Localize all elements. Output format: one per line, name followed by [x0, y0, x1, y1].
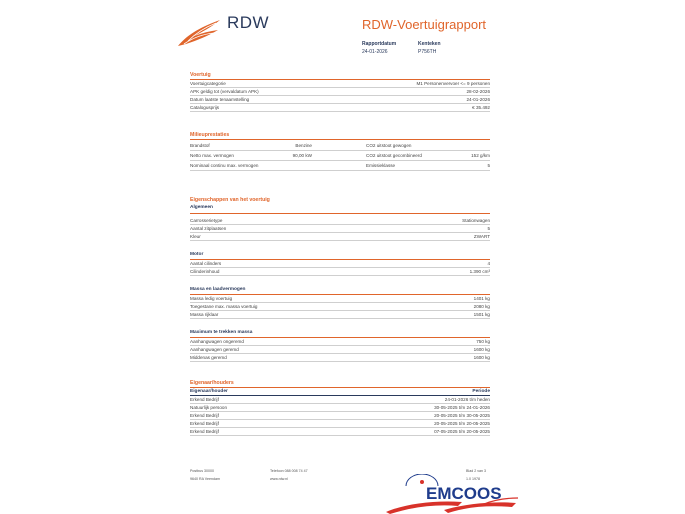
table-row: Aanhangwagen geremd 1600 kg	[190, 346, 490, 354]
report-date	[362, 40, 396, 56]
footer-city: 9640 RA Veendam	[190, 477, 220, 481]
table-row: APK geldig tot (vervaldatum APK) 28-02-2026	[190, 88, 490, 96]
table-row: Erkend Bedrijf 20-05-2025 t/m 20-05-2025	[190, 420, 490, 428]
table-row: Nominaal continu max. vermogen Emissieklasse 5	[190, 161, 490, 171]
footer-phone: Telefoon 088 008 74 47	[270, 469, 308, 473]
owners-table	[190, 388, 490, 436]
rdw-logo-icon	[176, 18, 222, 48]
table-row: Datum laatste tenaamstelling 24-01-2026	[190, 96, 490, 104]
footer-address	[190, 467, 220, 483]
towing-rows	[190, 338, 490, 362]
environment-rows	[190, 141, 490, 171]
table-row: Netto max. vermogen 90,00 kW CO2 uitstoot gecombineerd 152 g/km	[190, 151, 490, 161]
emcoos-logo-text: EMCOOS	[426, 484, 502, 503]
owner-column-header: Eigenaar/houder	[190, 389, 228, 394]
emcoos-logo	[384, 474, 524, 514]
footer-contact	[270, 467, 308, 483]
table-row: Kleur ZWART	[190, 233, 490, 241]
table-row: Catalogusprijs € 35.492	[190, 104, 490, 112]
table-row: Erkend Bedrijf 07-05-2025 t/m 20-05-2025	[190, 428, 490, 436]
license-plate-label: Kenteken	[418, 41, 441, 47]
table-row: Middenas geremd 1600 kg	[190, 354, 490, 362]
table-row: Aantal cilinders 4	[190, 260, 490, 268]
table-row: Brandstof Benzine CO2 uitstoot gewogen	[190, 141, 490, 151]
table-row: Erkend Bedrijf 24-01-2026 t/m heden	[190, 396, 490, 404]
logo-text: RDW	[227, 13, 270, 32]
table-row: Toegestane max. massa voertuig 2080 kg	[190, 303, 490, 311]
footer-page-number: Blad 2 van 3	[466, 469, 486, 473]
table-row: Aanhangwagen ongeremd 750 kg	[190, 338, 490, 346]
period-column-header: Periode	[472, 389, 490, 394]
mass-rows	[190, 295, 490, 319]
table-row: Massa rijklaar 1501 kg	[190, 311, 490, 319]
environment-section-rule	[190, 139, 490, 140]
properties-section-title: Eigenschappen van het voertuig	[190, 197, 270, 203]
table-row: Cilinderinhoud 1.390 cm³	[190, 268, 490, 276]
license-plate	[418, 40, 441, 56]
license-plate-value: P756TH	[418, 49, 437, 55]
engine-rows	[190, 260, 490, 276]
table-row: Erkend Bedrijf 20-05-2025 t/m 30-05-2025	[190, 412, 490, 420]
owners-table-header	[190, 388, 490, 396]
table-row: Massa ledig voertuig 1401 kg	[190, 295, 490, 303]
engine-subtitle: Motor	[190, 252, 204, 257]
vehicle-rows	[190, 80, 490, 112]
table-row: Voertuigcategorie M1 Personenvervoer <= 9 personen	[190, 80, 490, 88]
footer-web: www.rdw.nl	[270, 477, 288, 481]
table-row: Aantal zitplaatsen 5	[190, 225, 490, 233]
table-row: Natuurlijk persoon 30-05-2025 t/m 24-01-2026	[190, 404, 490, 412]
report-title: RDW-Voertuigrapport	[362, 17, 487, 32]
general-rows	[190, 217, 490, 241]
footer-postbus: Postbus 30000	[190, 469, 214, 473]
vehicle-section-title: Voertuig	[190, 72, 211, 78]
footer-version: 1.0 1978	[466, 477, 480, 481]
mass-subtitle: Massa en laadvermogen	[190, 287, 246, 292]
towing-subtitle: Maximum te trekken massa	[190, 330, 253, 335]
table-row: Carrosserietype Stationwagen	[190, 217, 490, 225]
report-date-label: Rapportdatum	[362, 41, 397, 47]
general-rule	[190, 213, 490, 214]
general-subtitle: Algemeen	[190, 205, 213, 210]
environment-section-title: Milieuprestaties	[190, 132, 230, 138]
owners-section-title: Eigenaar/houders	[190, 380, 234, 386]
report-date-value: 24-01-2026	[362, 49, 388, 55]
